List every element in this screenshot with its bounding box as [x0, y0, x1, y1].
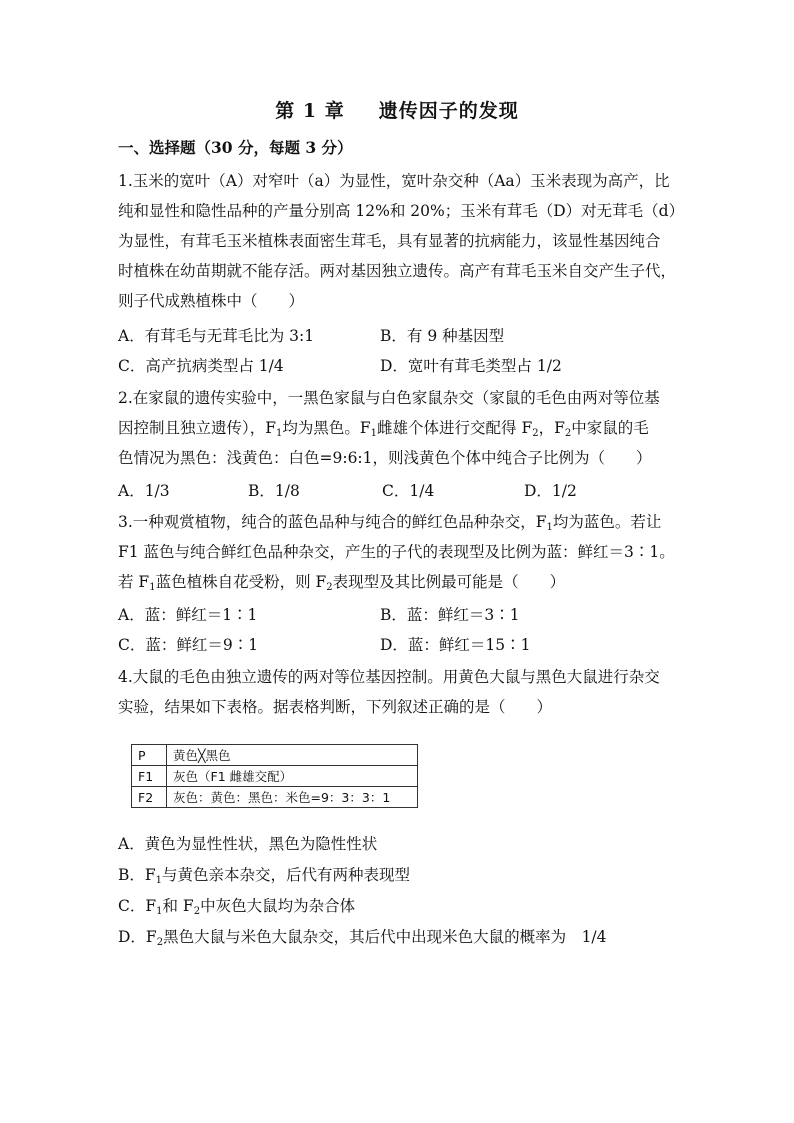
question-4-line: 实验，结果如下表格。据表格判断，下列叙述正确的是（ ） — [118, 698, 553, 716]
table-cell: F1 — [132, 766, 167, 787]
option-c[interactable]: C．$F_1$和 $F_2$中灰色大鼠均为杂合体 — [118, 897, 356, 917]
option-b[interactable]: B．$F_1$与黄色亲本杂交，后代有两种表现型 — [118, 866, 411, 886]
section-heading: 一、选择题（30 分，每题 3 分） — [118, 138, 353, 157]
option-c[interactable]: C．蓝：鲜红＝9∶1 — [118, 636, 259, 654]
option-b[interactable]: B．1/8 — [248, 482, 300, 500]
question-3-line: 若 $F_1$蓝色植株自花受粉，则 $F_2$表现型及其比例最可能是（ ） — [118, 573, 566, 593]
option-d[interactable]: D．1/2 — [524, 482, 577, 500]
question-1-options — [118, 321, 678, 381]
table-cell: P — [132, 745, 167, 766]
results-table — [131, 744, 418, 808]
question-1-line: 则子代成熟植株中（ ） — [118, 292, 305, 310]
option-c[interactable]: C．1/4 — [382, 482, 435, 500]
question-1-line: 1.玉米的宽叶（A）对窄叶（a）为显性，宽叶杂交种（Aa）玉米表现为高产，比 — [118, 172, 670, 190]
question-4-options — [118, 829, 698, 953]
option-a[interactable]: A．1/3 — [118, 482, 170, 500]
option-d[interactable]: D．宽叶有茸毛类型占 1/2 — [380, 357, 562, 375]
question-3-options — [118, 600, 678, 660]
option-a[interactable]: A．有茸毛与无茸毛比为 3:1 — [118, 327, 315, 345]
table-row — [132, 766, 418, 787]
option-a[interactable]: A．蓝：鲜红＝1∶1 — [118, 606, 258, 624]
option-d[interactable]: D．蓝：鲜红＝15∶1 — [380, 636, 531, 654]
question-2 — [118, 383, 678, 473]
question-2-line: 色情况为黑色：浅黄色：白色=9:6:1，则浅黄色个体中纯合子比例为（ ） — [118, 449, 652, 467]
table-cell: 灰色（F1 雌雄交配） — [167, 766, 418, 787]
question-2-line: 2.在家鼠的遗传实验中，一黑色家鼠与白色家鼠杂交（家鼠的毛色由两对等位基 — [118, 389, 660, 407]
question-2-line: 因控制且独立遗传），$F_1$均为黑色。$F_1$雌雄个体进行交配得 $F_2$，$F_2$中家鼠的毛 — [118, 419, 649, 439]
question-3-line: 3.一种观赏植物，纯合的蓝色品种与纯合的鲜红色品种杂交，$F_1$均为蓝色。若让 — [118, 513, 662, 533]
option-a[interactable]: A．黄色为显性性状，黑色为隐性性状 — [118, 835, 378, 853]
table-row — [132, 787, 418, 808]
question-1 — [118, 166, 685, 316]
table-cell: 黄色╳黑色 — [167, 745, 418, 766]
question-4 — [118, 662, 678, 722]
question-1-line: 为显性，有茸毛玉米植株表面密生茸毛，具有显著的抗病能力，该显性基因纯合 — [118, 232, 661, 250]
table-cell: 灰色：黄色：黑色：米色=9：3：3：1 — [167, 787, 418, 808]
table-cell: F2 — [132, 787, 167, 808]
chapter-number: 第 1 章 — [275, 100, 345, 122]
chapter-title: 遗传因子的发现 — [378, 100, 519, 122]
question-1-line: 纯和显性和隐性品种的产量分别高 12%和 20%；玉米有茸毛（D）对无茸毛（d） — [118, 202, 685, 220]
option-c[interactable]: C．高产抗病类型占 1/4 — [118, 357, 284, 375]
option-b[interactable]: B．有 9 种基因型 — [380, 327, 505, 345]
question-1-line: 时植株在幼苗期就不能存活。两对基因独立遗传。高产有茸毛玉米自交产生子代， — [118, 262, 677, 280]
page-title — [0, 96, 794, 123]
question-3-line: F1 蓝色与纯合鲜红色品种杂交，产生的子代的表现型及比例为蓝：鲜红＝3∶1。 — [118, 543, 675, 561]
question-3 — [118, 507, 678, 597]
option-b[interactable]: B．蓝：鲜红＝3∶1 — [380, 606, 520, 624]
question-2-options — [118, 476, 678, 506]
question-4-line: 4.大鼠的毛色由独立遗传的两对等位基因控制。用黄色大鼠与黑色大鼠进行杂交 — [118, 668, 660, 686]
option-d[interactable]: D．$F_2$黑色大鼠与米色大鼠杂交，其后代中出现米色大鼠的概率为 1/4 — [118, 928, 607, 948]
table-row — [132, 745, 418, 766]
